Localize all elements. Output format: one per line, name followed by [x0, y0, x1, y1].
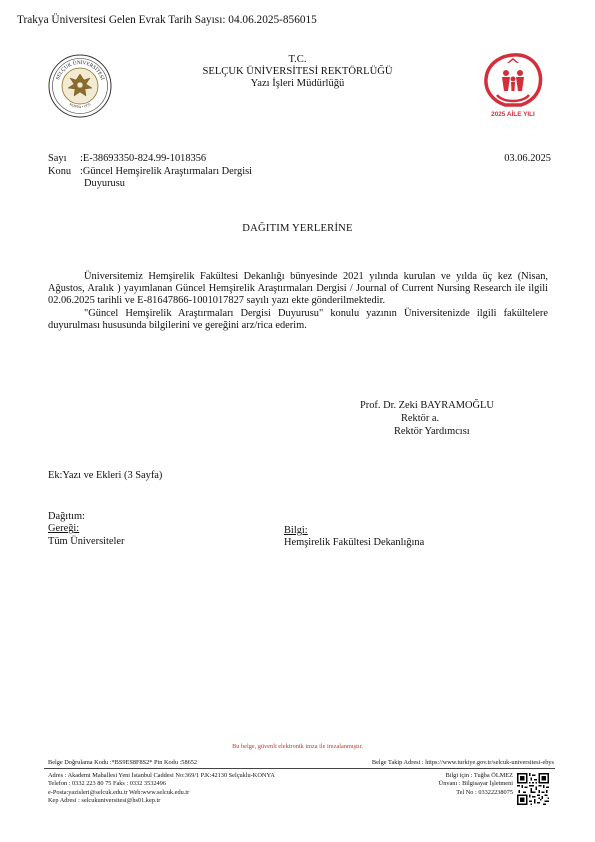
gerek-value: Tüm Üniversiteler — [48, 535, 125, 547]
seal-top-text: SELÇUK ÜNİVERSİTESİ — [54, 59, 106, 81]
document-date: 03.06.2025 — [504, 153, 551, 164]
seal-bottom-text: KONYA • 1975 — [68, 102, 92, 110]
footer-address: Adres : Akademi Mahallesi Yeni İstanbul Caddesi No:369/1 P.K:42130 Selçuklu-KONYA — [48, 772, 275, 779]
university-seal-icon — [48, 54, 112, 118]
sayi-label: Sayı — [48, 153, 67, 164]
signer-role-1: Rektör a. — [401, 413, 440, 425]
body-paragraph-2: "Güncel Hemşirelik Araştırmaları Dergisi Duyurusu" konulu yazının Üniversitenizde ilgili fakültelere duyurulması hususunda bilgilerini ve gereğini arz/rica ederim. — [48, 307, 548, 331]
konu-label: Konu — [48, 166, 72, 177]
sayi-value: :E-38693350-824.99-1018356 — [80, 153, 207, 164]
signature-block — [360, 399, 494, 439]
letterhead-line-tc: T.C. — [288, 54, 307, 65]
contact-person: Bilgi için : Tuğba ÖLMEZ — [445, 772, 513, 779]
bilgi-value: Hemşirelik Fakültesi Dekanlığına — [284, 537, 425, 549]
letterhead — [160, 54, 435, 90]
contact-phone: Tel No : 03322238075 — [456, 788, 513, 796]
body-paragraph-1: Üniversitemiz Hemşirelik Fakültesi Dekanlığı bünyesinde 2021 yılında kurulan ve yılda üç kez (Nisan, Ağustos, Aralık ) yayımlanan Güncel Hemşirelik Araştırmaları Dergisi / Journal of Current Nursing Research ile ilgili 02.06.2025 tarihli ve E-81647866-1001017827 sayılı yazı ekte gönderilmektedir. — [48, 271, 548, 307]
footer-divider — [44, 768, 555, 769]
footer-kep[interactable]: Kep Adresi : selcukuniversitesi@hs01.kep.tr — [48, 797, 161, 805]
verification-code: Belge Doğrulama Kodu :*BS9ES8F8S2* Pin Kodu :58652 — [48, 759, 198, 766]
bilgi-label: Bilgi: — [284, 525, 308, 536]
signer-role-2: Rektör Yardımcısı — [394, 426, 470, 438]
distribution-label: Dağıtım: — [48, 511, 85, 522]
tracking-address[interactable]: Belge Takip Adresi : https://www.turkiye.gov.tr/selcuk-universitesi-ebys — [371, 759, 554, 766]
konu-line-2: Duyurusu — [84, 178, 125, 190]
distribution-block — [48, 511, 124, 548]
footer-phone: Telefon : 0332 223 80 75 Faks : 0332 3532496 — [48, 780, 166, 788]
letterhead-university: SELÇUK ÜNİVERSİTESİ REKTÖRLÜĞÜ — [202, 66, 393, 77]
footer-contact-person — [412, 772, 513, 797]
contact-title: Ünvanı : Bilgisayar İşletmeni — [438, 780, 513, 788]
bilgi-block — [284, 525, 424, 550]
logo-caption: 2025 AİLE YILI — [491, 111, 535, 118]
qr-code-icon[interactable] — [517, 773, 549, 805]
signer-name: Prof. Dr. Zeki BAYRAMOĞLU — [360, 400, 494, 411]
konu-line-1: :Güncel Hemşirelik Araştırmaları Dergisi — [80, 166, 253, 177]
letter-body — [48, 271, 548, 332]
footer-contact — [48, 772, 275, 806]
incoming-stamp: Trakya Üniversitesi Gelen Evrak Tarih Sayısı: 04.06.2025-856015 — [17, 14, 317, 26]
attachment-note: Ek:Yazı ve Ekleri (3 Sayfa) — [48, 470, 163, 481]
e-signature-note: Bu belge, güvenli elektronik imza ile imzalanmıştır. — [232, 743, 363, 750]
letterhead-department: Yazı İşleri Müdürlüğü — [250, 78, 345, 89]
document-title: DAĞITIM YERLERİNE — [242, 223, 353, 234]
gerek-label: Gereği: — [48, 523, 80, 535]
family-year-logo-icon — [477, 49, 549, 121]
konu-value — [80, 166, 252, 191]
footer-email[interactable]: e-Posta:yazisleri@selcuk.edu.tr Web:www.selcuk.edu.tr — [48, 788, 190, 796]
